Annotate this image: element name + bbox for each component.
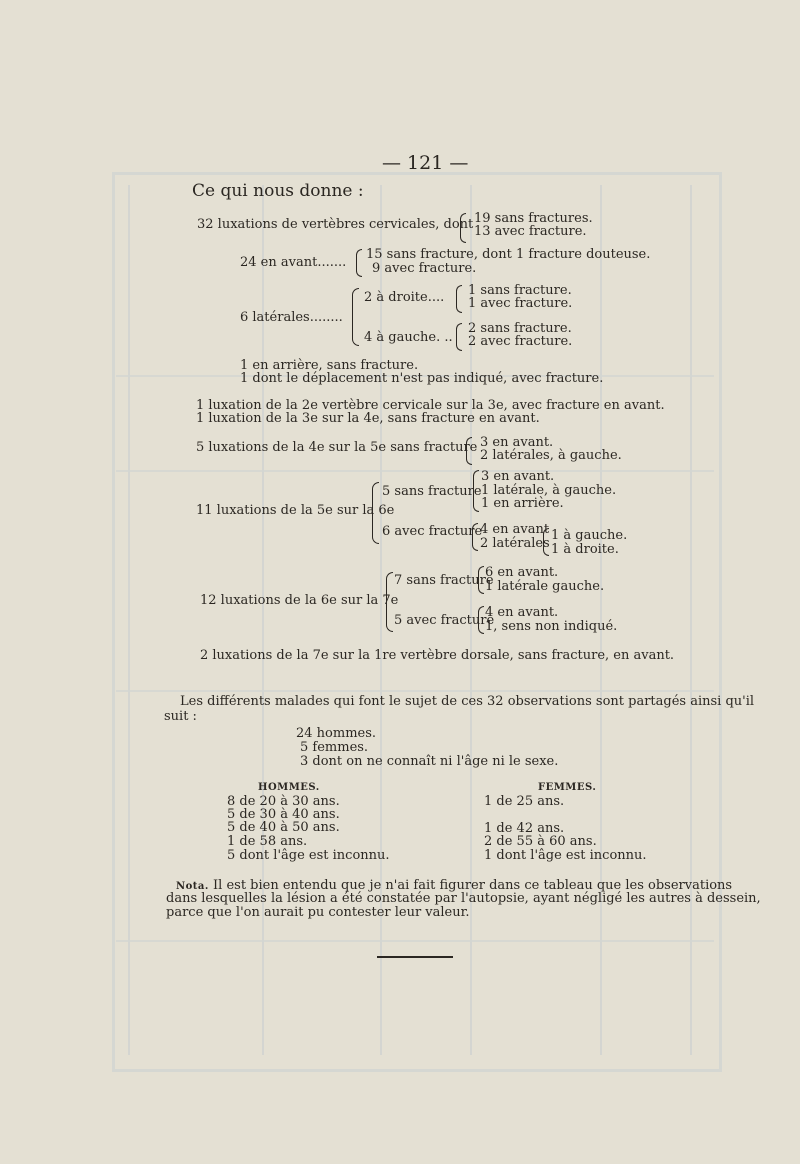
brace	[466, 437, 472, 465]
c4-c5-sub: 3 en avant.	[480, 435, 554, 450]
c2-c3-line: 1 luxation de la 2e vertèbre cervicale sur la 3e, avec fracture en avant.	[196, 398, 665, 413]
bleed-line	[380, 185, 382, 1055]
c5-c6-with-lateral-sub: 1 à gauche.	[551, 528, 628, 543]
c5-c6-with-lateral-sub: 1 à droite.	[551, 542, 619, 557]
c6-c7-without: 7 sans fracture	[394, 573, 494, 588]
cervical-total-sub: 13 avec fracture.	[474, 224, 587, 239]
brace	[356, 249, 362, 277]
brace	[352, 288, 359, 346]
women-row: 1 dont l'âge est inconnu.	[484, 848, 647, 863]
cervical-right-sub: 1 sans fracture.	[468, 283, 572, 298]
nota-line: dans lesquelles la lésion a été constatée par l'autopsie, ayant négligé les autres à dessein,	[166, 891, 761, 906]
page-number: — 121 —	[382, 152, 469, 174]
bleed-line	[116, 690, 714, 692]
total-women: 5 femmes.	[300, 740, 369, 755]
c5-c6-without-sub: 1 latérale, à gauche.	[481, 483, 617, 498]
c5-c6-total: 11 luxations de la 5e sur la 6e	[196, 503, 395, 518]
men-row: 1 de 58 ans.	[227, 834, 308, 849]
cervical-lateral: 6 latérales........	[240, 310, 343, 325]
cervical-left-sub: 2 sans fracture.	[468, 321, 572, 336]
cervical-right: 2 à droite....	[364, 290, 445, 305]
c5-c6-with-lateral: 2 latérales	[480, 536, 550, 551]
c6-c7-with: 5 avec fracture	[394, 613, 495, 628]
c4-c5-total: 5 luxations de la 4e sur la 5e sans fracture	[196, 440, 478, 455]
c6-c7-total: 12 luxations de la 6e sur la 7e	[200, 593, 399, 608]
brace	[456, 323, 462, 351]
nota-label: Nota.	[176, 881, 209, 892]
c5-c6-without-sub: 3 en avant.	[481, 469, 555, 484]
cervical-left: 4 à gauche. ..	[364, 330, 453, 345]
cervical-left-sub: 2 avec fracture.	[468, 334, 573, 349]
men-row: 5 de 30 à 40 ans.	[227, 807, 340, 822]
closing-rule	[377, 956, 453, 958]
c5-c6-without: 5 sans fracture	[382, 484, 482, 499]
cervical-right-sub: 1 avec fracture.	[468, 296, 573, 311]
bleed-line	[128, 185, 130, 1055]
c4-c5-sub: 2 latérales, à gauche.	[480, 448, 622, 463]
brace	[460, 213, 466, 243]
cervical-unknown: 1 dont le déplacement n'est pas indiqué, avec fracture.	[240, 371, 604, 386]
brace	[478, 566, 484, 594]
brace	[473, 470, 479, 512]
nota-line: parce que l'on aurait pu contester leur valeur.	[166, 905, 470, 920]
men-row: 5 de 40 à 50 ans.	[227, 820, 340, 835]
total-men: 24 hommes.	[296, 726, 377, 741]
c6-c7-without-sub: 1 latérale gauche.	[485, 579, 605, 594]
bleed-line	[116, 470, 714, 472]
c5-c6-without-sub: 1 en arrière.	[481, 496, 564, 511]
brace	[386, 572, 393, 632]
brace	[372, 482, 379, 544]
men-row: 5 dont l'âge est inconnu.	[227, 848, 390, 863]
c6-c7-with-sub: 4 en avant.	[485, 605, 559, 620]
patients-intro-cont: suit :	[164, 709, 197, 724]
c7-d1-line: 2 luxations de la 7e sur la 1re vertèbre dorsale, sans fracture, en avant.	[200, 648, 675, 663]
c5-c6-with: 6 avec fracture	[382, 524, 483, 539]
women-row: 1 de 42 ans.	[484, 821, 565, 836]
brace	[543, 528, 549, 556]
cervical-back: 1 en arrière, sans fracture.	[240, 358, 419, 373]
c5-c6-with-forward: 4 en avant	[480, 522, 550, 537]
women-row: 2 de 55 à 60 ans.	[484, 834, 597, 849]
cervical-total-sub: 19 sans fractures.	[474, 211, 593, 226]
brace	[478, 606, 484, 634]
brace	[456, 285, 462, 313]
bleed-line	[690, 185, 692, 1055]
patients-intro: Les différents malades qui font le sujet de ces 32 observations sont partagés ainsi qu'il	[180, 694, 755, 709]
men-header: HOMMES.	[258, 782, 320, 793]
men-row: 8 de 20 à 30 ans.	[227, 794, 340, 809]
cervical-forward-sub: 15 sans fracture, dont 1 fracture douteuse.	[366, 247, 651, 262]
nota-text: Il est bien entendu que je n'ai fait figurer dans ce tableau que les observations	[213, 878, 733, 893]
section-heading: Ce qui nous donne :	[192, 181, 364, 201]
cervical-forward: 24 en avant.......	[240, 255, 347, 270]
cervical-total: 32 luxations de vertèbres cervicales, dont	[197, 217, 474, 232]
bleed-line	[116, 940, 714, 942]
c6-c7-without-sub: 6 en avant.	[485, 565, 559, 580]
women-header: FEMMES.	[538, 782, 597, 793]
c6-c7-with-sub: 1, sens non indiqué.	[485, 619, 618, 634]
cervical-forward-sub: 9 avec fracture.	[372, 261, 477, 276]
women-row: 1 de 25 ans.	[484, 794, 565, 809]
c3-c4-line: 1 luxation de la 3e sur la 4e, sans fracture en avant.	[196, 411, 540, 426]
brace	[472, 523, 478, 551]
total-unknown: 3 dont on ne connaît ni l'âge ni le sexe.	[300, 754, 559, 769]
